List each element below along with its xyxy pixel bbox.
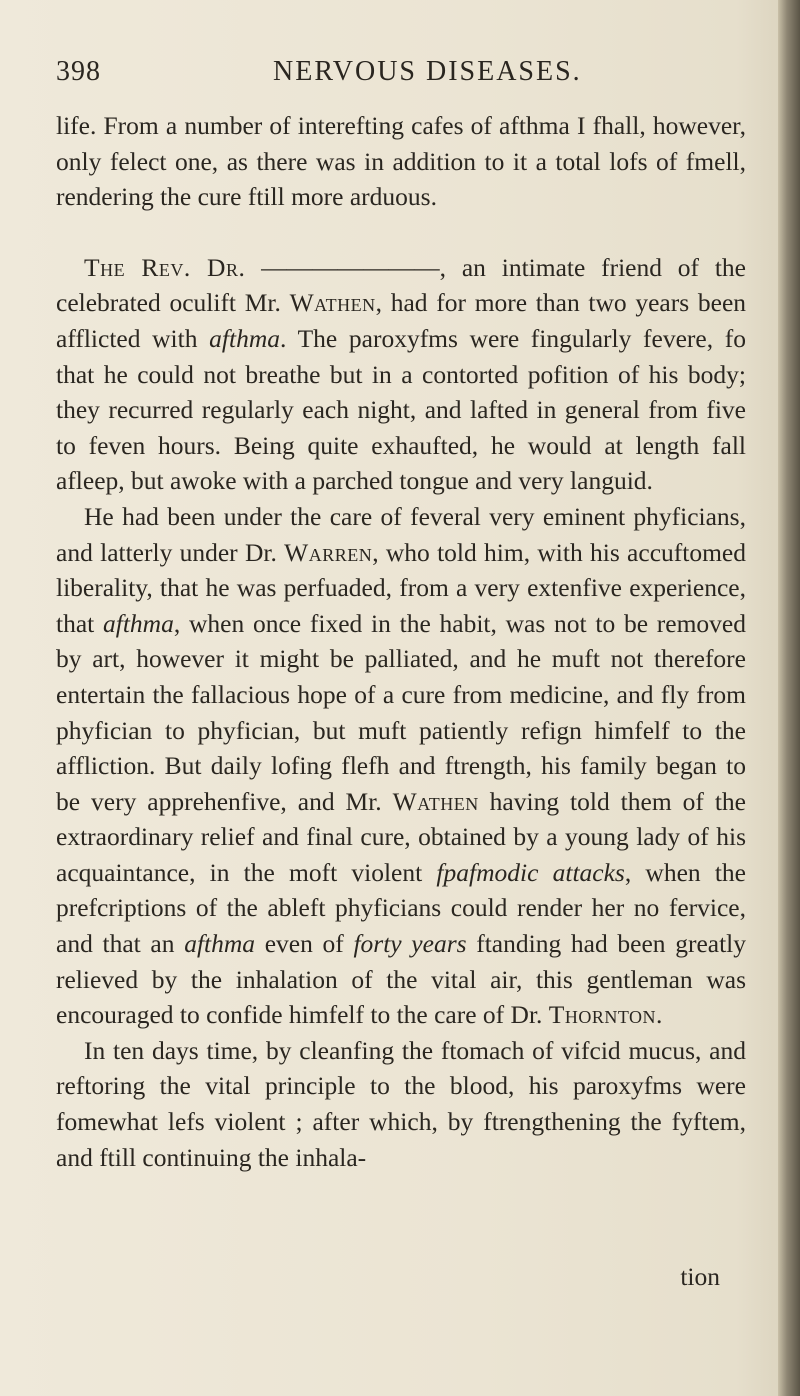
name-wathen: Wathen — [289, 288, 376, 318]
name-blank: ——————— — [261, 252, 440, 282]
paragraph-2-text-1: , an intimate friend of the celebrated oculift Mr. — [56, 252, 746, 318]
term-forty-years: forty years — [353, 929, 467, 959]
term-asthma: afthma — [184, 929, 256, 959]
paragraph-3-text-5: , when the prefcriptions of the ableft phyficians could render her no fervice, and that an — [56, 857, 746, 959]
catchword: tion — [680, 1262, 720, 1291]
paragraph-3-text-4: having told them of the extraordinary relief and final cure, obtained by a young lady of his acquaintance, in the moft violent — [56, 786, 746, 887]
term-spasmodic-attacks: fpafmodic attacks — [436, 857, 625, 887]
book-binding-edge — [778, 0, 800, 1396]
paragraph-4: In ten days time, by cleanfing the ftomach of vifcid mucus, and reftoring the vital principle to the blood, his paroxyfms were fomewhat lefs violent ; after which, by ftrengthening the fyftem, and ftill continuing the inhala- — [56, 1035, 746, 1172]
paragraph-3 — [56, 499, 746, 1033]
name-thornton: Thornton — [548, 1000, 657, 1030]
paragraph-2-text-3: . The paroxyfms were fingularly fevere, fo that he could not breathe but in a contorted pofition of his body; they recurred regularly each night, and lafted in general from five to feven hours. Being quite exhaufted, he would at length fall afleep, but awoke with a parched tongue and very languid. — [56, 323, 746, 496]
paragraph-3-text-6: even of — [264, 929, 344, 959]
term-asthma: afthma — [103, 608, 174, 638]
body-text — [56, 108, 746, 1175]
paragraph-2 — [56, 250, 746, 499]
paragraph-3-text-7: ftanding had been greatly relieved by the inhalation of the vital air, this gentleman was encouraged to confide himfelf to the care of Dr. — [56, 929, 747, 1030]
paragraph-3-text-8: . — [656, 1000, 663, 1030]
page-number: 398 — [56, 56, 101, 87]
paragraph-2-lead: The Rev. Dr. — [84, 252, 246, 282]
paragraph-3-text-3: , when once fixed in the habit, was not to be removed by art, however it might be palliated, and he muft not therefore entertain the fallacious hope of a cure from medicine, and fly from phyfician to phyfician, but muft patiently refign himfelf to the affliction. But daily lofing flefh and ftrength, his family began to be very apprehenfive, and Mr. — [56, 608, 746, 816]
running-head: NERVOUS DISEASES. — [273, 56, 582, 87]
paragraph-3-text-1: He had been under the care of feveral very eminent phyficians, and latterly under Dr. — [56, 501, 746, 567]
paragraph-2-text-2: , had for more than two years been afflicted with — [56, 288, 747, 353]
term-asthma: afthma — [209, 323, 280, 353]
name-warren: Warren — [284, 537, 373, 567]
paragraph-3-text-2: , who told him, with his accuftomed liberality, that he was perfuaded, from a very extenfive experience, that — [56, 537, 746, 638]
page-header — [56, 56, 736, 96]
name-wathen: Wathen — [392, 786, 479, 816]
paragraph-1: life. From a number of interefting cafes of afthma I fhall, however, only felect one, as there was in addition to it a total lofs of fmell, rendering the cure ftill more arduous. — [56, 111, 746, 212]
